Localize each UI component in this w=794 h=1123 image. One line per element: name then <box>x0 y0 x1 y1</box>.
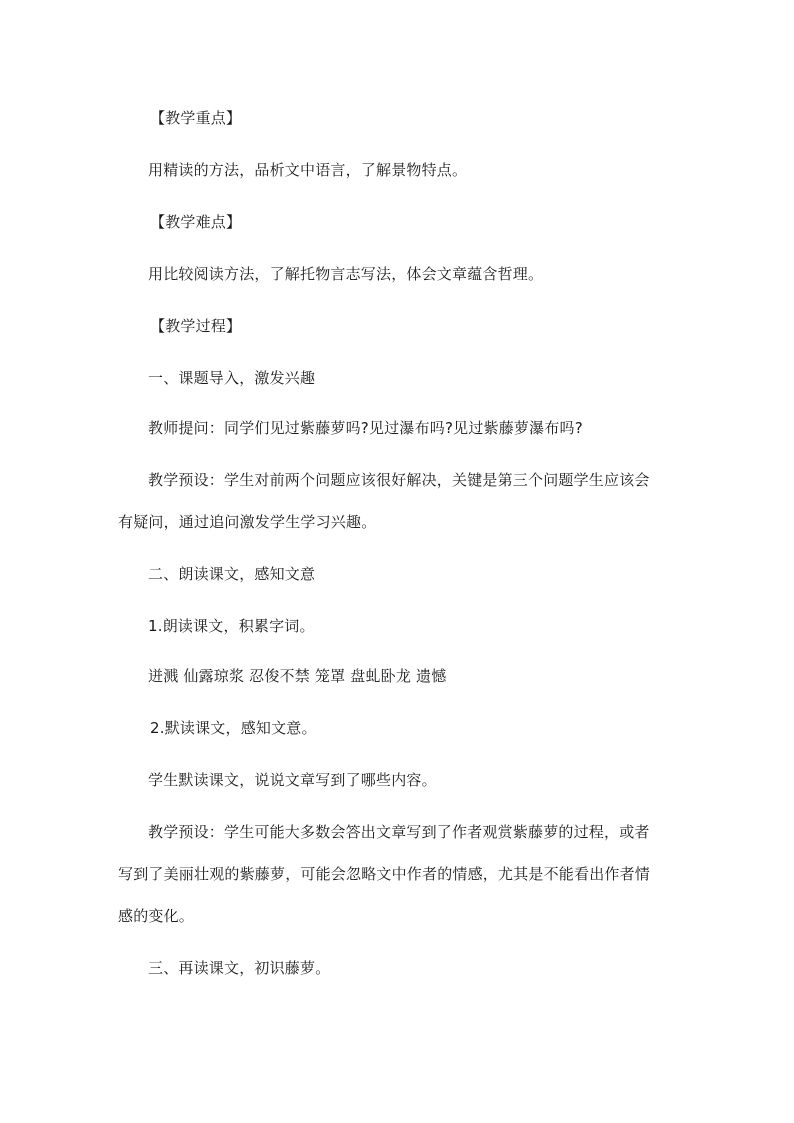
heading-difficulties: 【教学难点】 <box>150 213 242 231</box>
teacher-question: 教师提问：同学们见过紫藤萝吗?见过瀑布吗?见过紫藤萝瀑布吗? <box>148 419 583 437</box>
preset-2-line-2: 写到了美丽壮观的紫藤萝，可能会忽略文中作者的情感，尤其是不能看出作者情 <box>118 865 651 883</box>
preset-1-line-2: 有疑问，通过追问激发学生学习兴趣。 <box>118 513 377 531</box>
vocabulary-list: 迸溅 仙露琼浆 忍俊不禁 笼罩 盘虬卧龙 遗憾 <box>148 667 447 685</box>
difficulties-text: 用比较阅读方法，了解托物言志写法，体会文章蕴含哲理。 <box>148 265 544 283</box>
key-points-text: 用精读的方法，品析文中语言，了解景物特点。 <box>148 161 468 179</box>
step-2: 2.默读课文，感知文意。 <box>150 719 317 737</box>
section-3-title: 三、再读课文，初识藤萝。 <box>148 959 331 977</box>
section-2-title: 二、朗读课文，感知文意 <box>148 565 316 583</box>
preset-2-line-3: 感的变化。 <box>118 907 195 925</box>
silent-reading-text: 学生默读课文，说说文章写到了哪些内容。 <box>148 771 437 789</box>
heading-process: 【教学过程】 <box>150 317 242 335</box>
section-1-title: 一、课题导入，激发兴趣 <box>148 369 316 387</box>
preset-1-line-1: 教学预设：学生对前两个问题应该很好解决，关键是第三个问题学生应该会 <box>148 471 650 489</box>
heading-key-points: 【教学重点】 <box>150 109 242 127</box>
step-1: 1.朗读课文，积累字词。 <box>148 617 315 635</box>
preset-2-line-1: 教学预设：学生可能大多数会答出文章写到了作者观赏紫藤萝的过程，或者 <box>148 823 650 841</box>
